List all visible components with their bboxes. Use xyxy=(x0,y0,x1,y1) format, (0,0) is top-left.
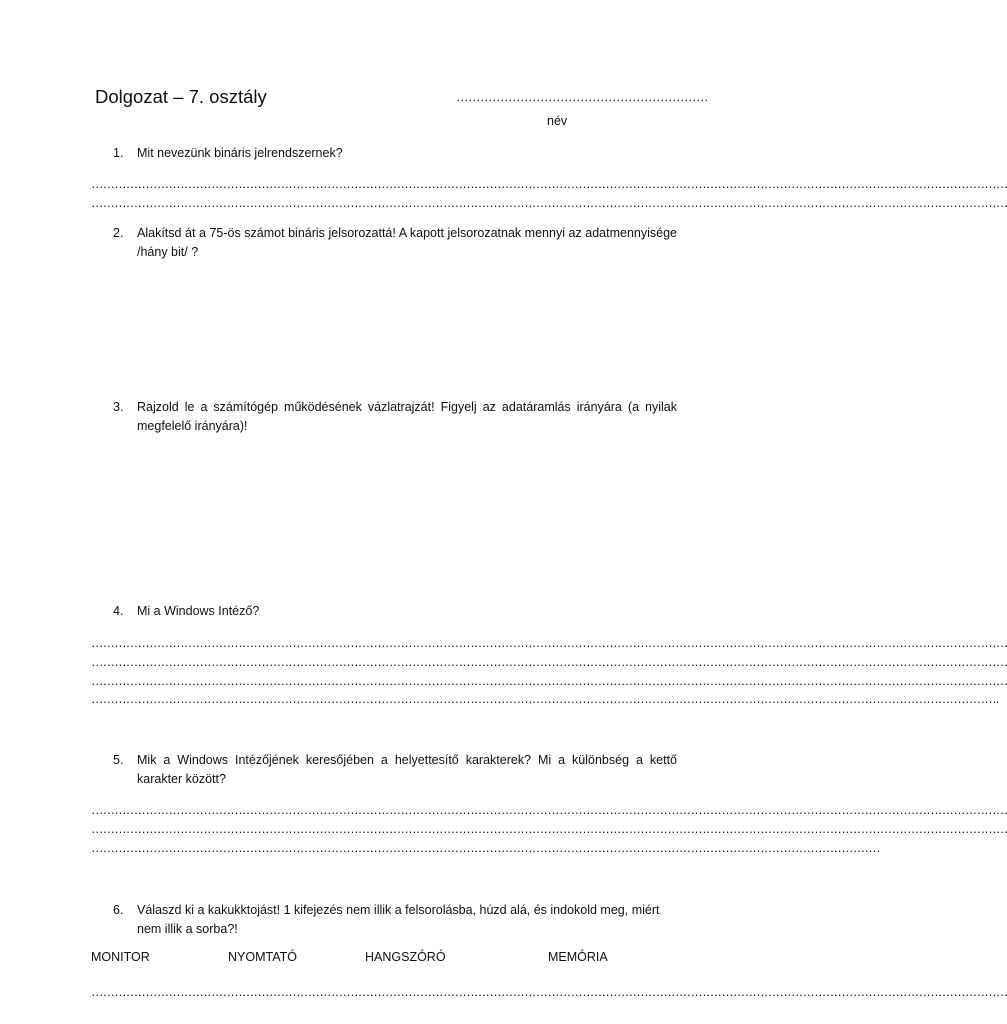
answer-line: ………………………………………………………………………………………………………………………………………………………………………………………………………………… xyxy=(91,177,1007,191)
answer-line: ………………………………………………………………………………………………………………………………………………………………………………………………………………… xyxy=(91,985,1007,999)
question-text: Mik a Windows Intézőjének keresőjében a helyettesítő karakterek? Mi a különbség a kettő karakter között? xyxy=(137,753,677,786)
answer-line: ………………………………………………………………………………………………………………………………………………………………………………………………………………… xyxy=(91,803,1007,817)
question-3 xyxy=(113,398,677,436)
answer-line: ………………………………………………………………………………………………………………………………………………………………………………………………………………… xyxy=(91,674,1007,688)
question-number: 6. xyxy=(113,903,124,917)
answer-line: ………………………………………………………………………………………………………………………………………………………………………………………………………………. xyxy=(91,692,999,706)
question-text: Válaszd ki a kakukktojást! 1 kifejezés nem illik a felsorolásba, húzd alá, és indokold meg, miért nem illik a sorba?! xyxy=(137,903,660,936)
question-text: Alakítsd át a 75-ös számot bináris jelsorozattá! A kapott jelsorozatnak mennyi az adatmennyisége /hány bit/ ? xyxy=(137,226,677,259)
answer-line: ………………………………………………………………………………………………………………………………………………………………………………………………………………… xyxy=(91,822,1007,836)
question-1 xyxy=(113,144,677,163)
option-monitor: MONITOR xyxy=(91,950,150,964)
question-number: 3. xyxy=(113,400,124,414)
question-5 xyxy=(113,751,677,789)
answer-line: ………………………………………………………………………………………………………………………………………………………………………………………………………………… xyxy=(91,655,1007,669)
name-answer-line: ……………………………………………………… xyxy=(456,90,708,104)
page-title: Dolgozat – 7. osztály xyxy=(95,86,267,107)
question-text: Rajzold le a számítógép működésének vázlatrajzát! Figyelj az adatáramlás irányára (a nyilak megfelelő irányára)! xyxy=(137,400,677,433)
question-6 xyxy=(113,901,677,939)
question-number: 2. xyxy=(113,226,124,240)
question-number: 4. xyxy=(113,604,124,618)
name-label: név xyxy=(547,114,568,128)
answer-line: …………………………………………………………………………………………………………………………………………………………………………………… xyxy=(91,841,880,855)
question-number: 1. xyxy=(113,146,124,160)
question-number: 5. xyxy=(113,753,124,767)
question-2 xyxy=(113,224,677,262)
question-4 xyxy=(113,602,677,621)
answer-line: ………………………………………………………………………………………………………………………………………………………………………………………………………………… xyxy=(91,636,1007,650)
option-memoria: MEMÓRIA xyxy=(548,950,608,964)
question-text: Mit nevezünk bináris jelrendszernek? xyxy=(137,146,343,160)
option-nyomtato: NYOMTATÓ xyxy=(228,950,297,964)
answer-line: ………………………………………………………………………………………………………………………………………………………………………………………………………………… xyxy=(91,196,1007,210)
question-text: Mi a Windows Intéző? xyxy=(137,604,260,618)
option-hangszoro: HANGSZÓRÓ xyxy=(365,950,446,964)
